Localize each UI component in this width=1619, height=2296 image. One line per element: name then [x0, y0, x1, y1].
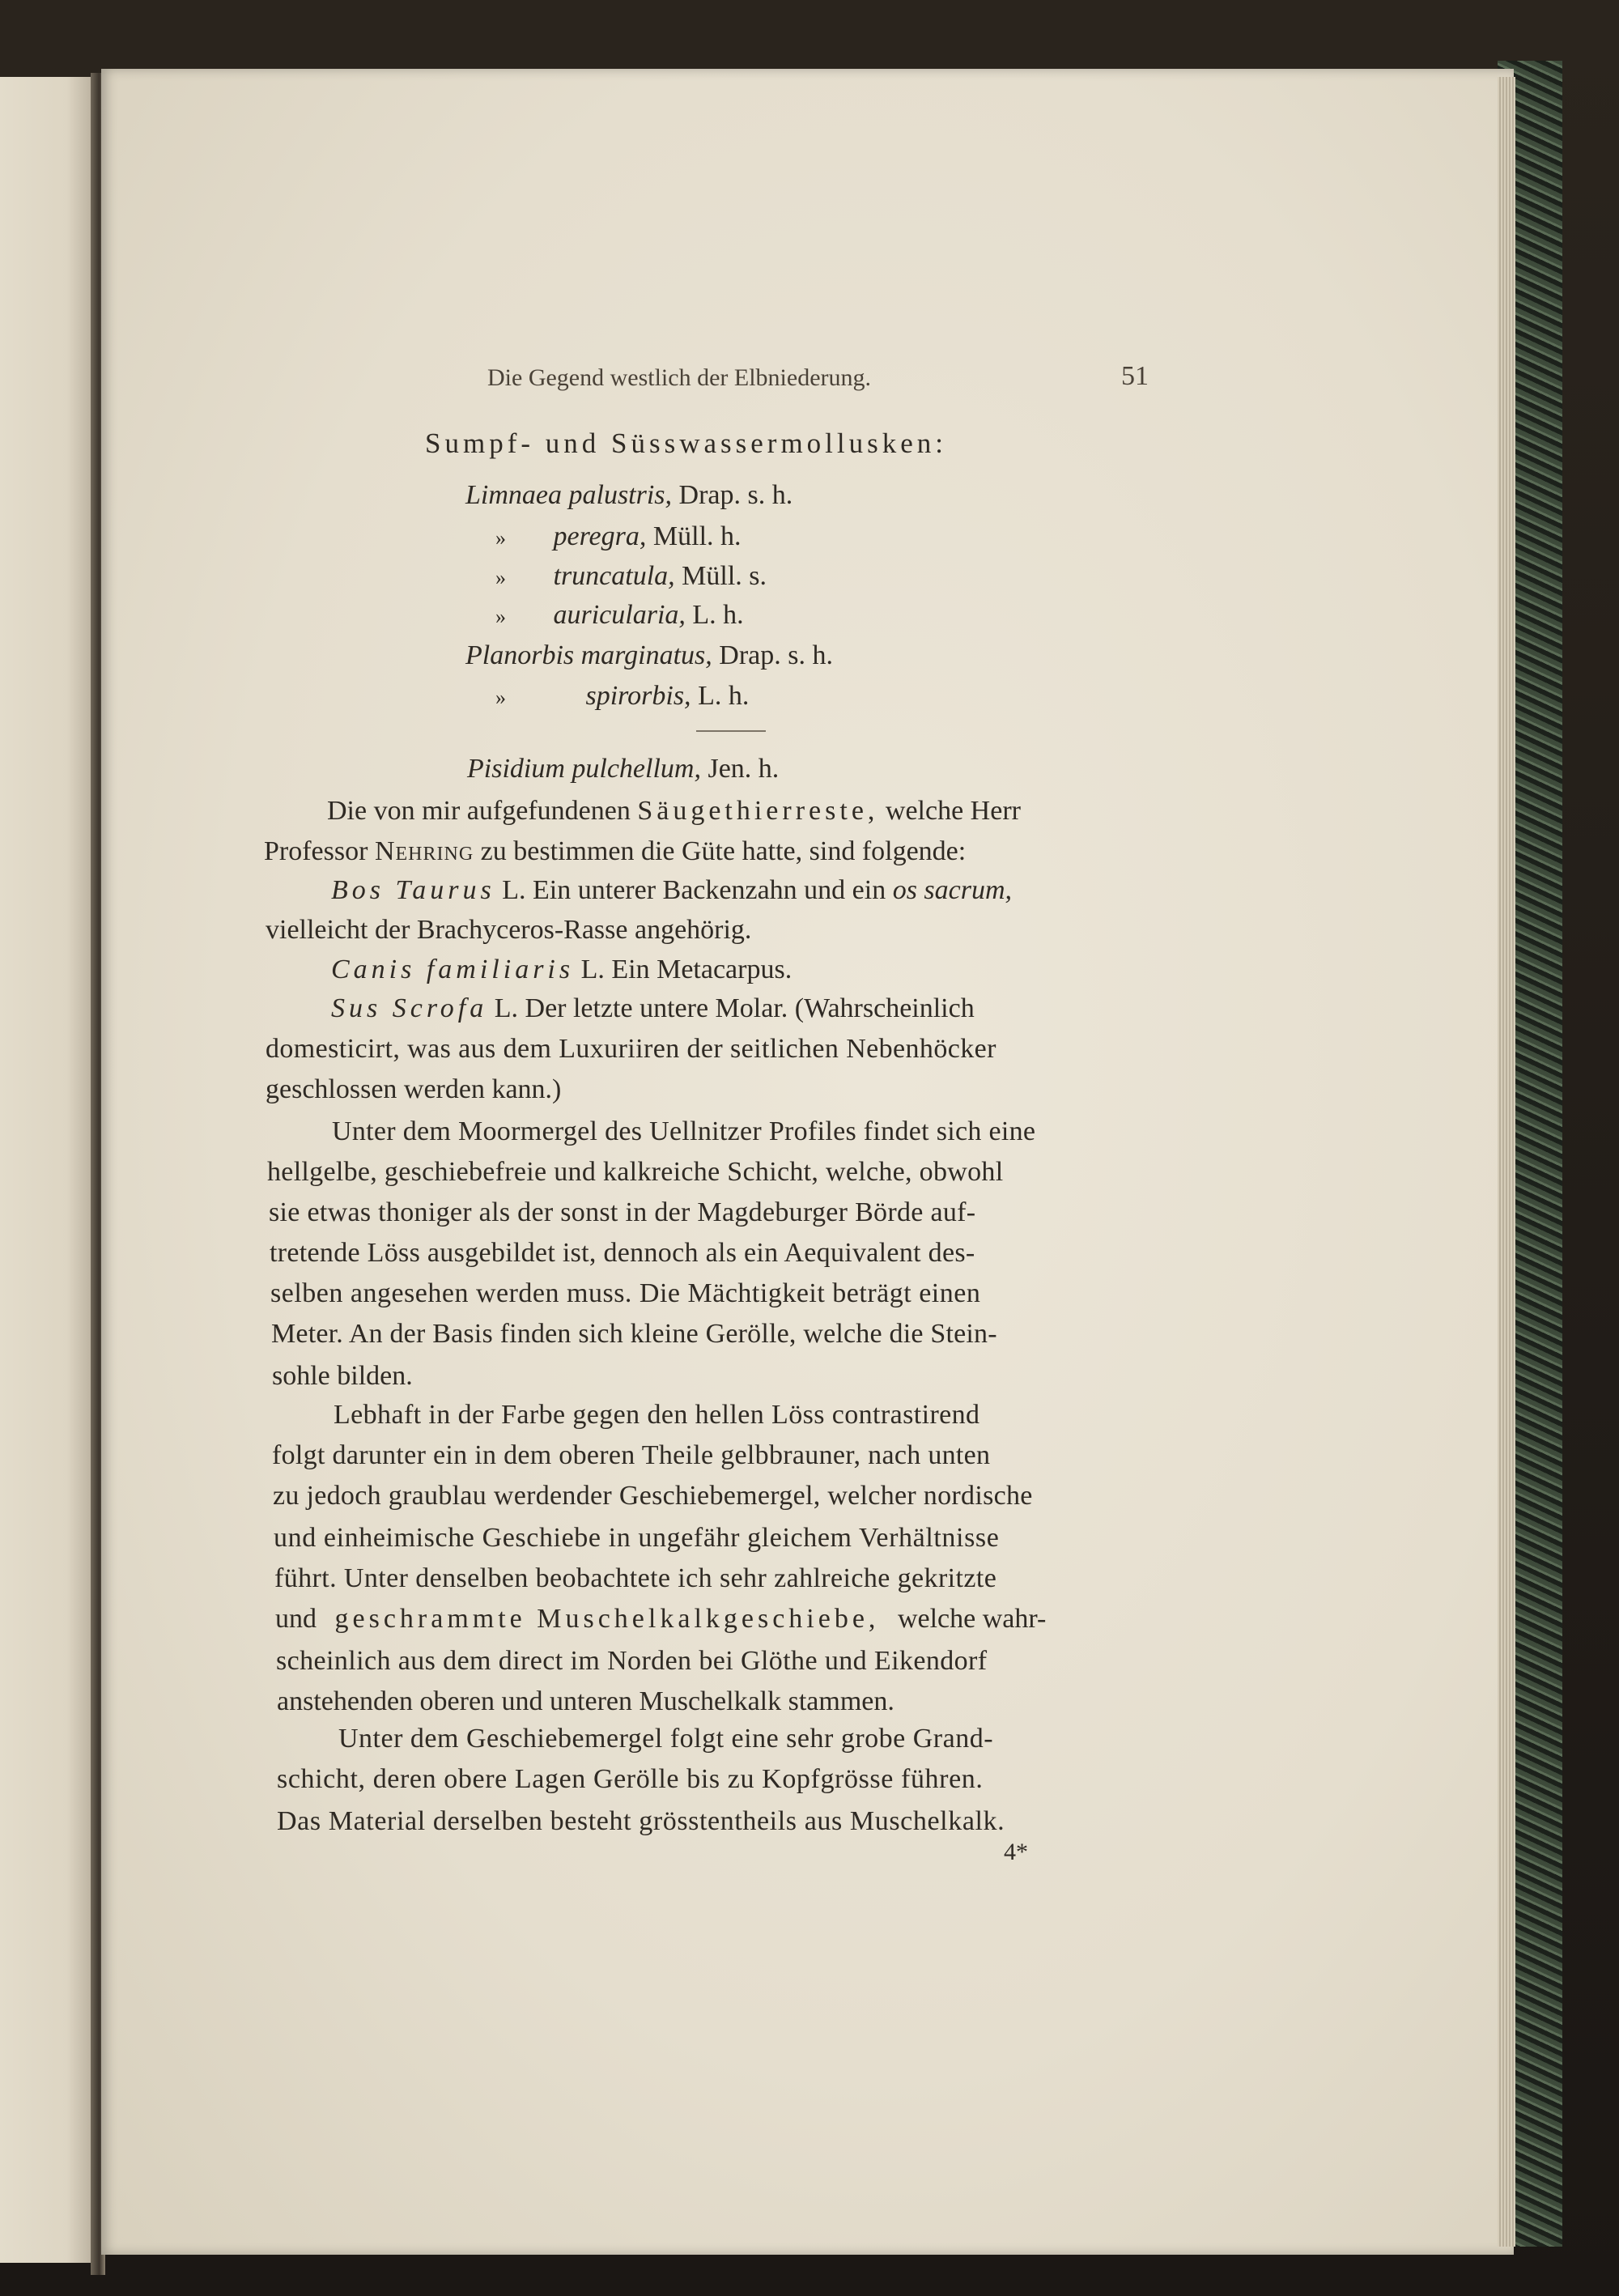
spaced-term: geschrammte Muschelkalkgeschiebe,: [334, 1604, 880, 1634]
spaced-term: Säugethierreste,: [637, 796, 879, 826]
genus: Limnaea: [465, 480, 562, 510]
person-name: Nehring: [374, 836, 474, 866]
species-entry: [495, 680, 749, 714]
species-entry: [465, 479, 793, 512]
taxon-name: Canis familiaris: [331, 955, 575, 984]
running-title: Die Gegend westlich der Elbniederung.: [487, 364, 872, 391]
text-span: zu bestimmen die Güte hatte, sind folgende:: [480, 836, 967, 866]
species: peregra,: [553, 521, 647, 551]
text-line: führt. Unter denselben beobachtete ich sehr zahlreiche gekritzte: [274, 1563, 997, 1593]
text-line: folgt darunter ein in dem oberen Theile gelbbrauner, nach unten: [272, 1440, 991, 1470]
text-span: L. Der letzte untere Molar. (Wahrscheinlich: [494, 993, 975, 1023]
text-line: Lebhaft in der Farbe gegen den hellen Löss contrastirend: [334, 1400, 980, 1430]
authority-abundance: Müll. s.: [682, 561, 767, 591]
authority-abundance: Müll. h.: [652, 521, 742, 551]
species-entry: [495, 560, 767, 594]
page-fore-edge: [1498, 77, 1515, 2247]
page-number: 51: [1121, 361, 1149, 391]
text-line: Unter dem Geschiebemergel folgt eine sehr grobe Grand-: [338, 1724, 994, 1754]
text-line: Unter dem Moormergel des Uellnitzer Profiles findet sich eine: [332, 1116, 1036, 1146]
text-line: [264, 835, 966, 868]
ditto-mark: »: [495, 686, 506, 709]
text-line: Das Material derselben besteht grösstentheils aus Muschelkalk.: [277, 1806, 1005, 1836]
facing-page-edge: [0, 77, 96, 2263]
text-line: scheinlich aus dem direct im Norden bei Glöthe und Eikendorf: [276, 1646, 988, 1676]
genus: Planorbis: [465, 640, 575, 670]
section-heading: Sumpf- und Süsswassermollusken:: [425, 427, 947, 459]
authority-abundance: L. h.: [698, 681, 750, 711]
text-span: L. Ein Metacarpus.: [580, 955, 793, 984]
text-line: selben angesehen werden muss. Die Mächtigkeit beträgt einen: [270, 1278, 981, 1308]
text-span: L. Ein unterer Backenzahn und ein: [502, 875, 886, 905]
text-line: [327, 795, 1021, 827]
term: os sacrum,: [892, 875, 1013, 905]
species-entry: [467, 753, 779, 785]
authority-abundance: Drap. s. h.: [678, 480, 793, 510]
text-line: [331, 993, 975, 1025]
text-span: Professor: [264, 836, 368, 866]
species: truncatula,: [553, 561, 675, 591]
text-line: schicht, deren obere Lagen Gerölle bis zu Kopfgrösse führen.: [277, 1764, 984, 1794]
text-line: vielleicht der Brachyceros-Rasse angehörig.: [266, 915, 752, 945]
text-line: sie etwas thoniger als der sonst in der Magdeburger Börde auf-: [269, 1197, 976, 1227]
signature-mark: 4*: [1004, 1839, 1028, 1865]
species-name: Pisidium pulchellum,: [467, 754, 701, 784]
text-line: geschlossen werden kann.): [266, 1074, 562, 1104]
text-span: und: [275, 1604, 317, 1634]
authority-abundance: Jen. h.: [708, 754, 780, 784]
text-line: [331, 874, 1012, 907]
text-line: [275, 1603, 1046, 1635]
authority-abundance: L. h.: [692, 600, 744, 630]
text-span: Die von mir aufgefundenen: [327, 796, 631, 826]
ditto-mark: »: [495, 526, 506, 550]
taxon-name: Bos Taurus: [331, 875, 495, 905]
text-span: welche Herr: [885, 796, 1021, 826]
text-line: [331, 954, 792, 986]
text-line: anstehenden oberen und unteren Muschelkalk stammen.: [277, 1686, 894, 1716]
species-entry: [495, 599, 744, 633]
text-line: zu jedoch graublau werdender Geschiebemergel, welcher nordische: [273, 1481, 1033, 1511]
taxon-name: Sus Scrofa: [331, 993, 488, 1023]
text-line: domesticirt, was aus dem Luxuriiren der seitlichen Nebenhöcker: [266, 1034, 996, 1064]
ditto-mark: »: [495, 566, 506, 589]
species: marginatus,: [580, 640, 712, 670]
species-entry: [495, 521, 742, 555]
text-line: tretende Löss ausgebildet ist, dennoch als ein Aequivalent des-: [270, 1238, 975, 1268]
text-line: und einheimische Geschiebe in ungefähr gleichem Verhältnisse: [274, 1523, 1000, 1553]
species: auricularia,: [553, 600, 686, 630]
ditto-mark: »: [495, 605, 506, 628]
species: palustris,: [568, 480, 673, 510]
text-line: Meter. An der Basis finden sich kleine Gerölle, welche die Stein-: [271, 1319, 997, 1349]
text-line: hellgelbe, geschiebefreie und kalkreiche Schicht, welche, obwohl: [267, 1157, 1004, 1187]
text-line: sohle bilden.: [272, 1361, 413, 1391]
text-span: welche wahr-: [897, 1604, 1047, 1634]
separator-rule: [696, 730, 766, 732]
species: spirorbis,: [585, 681, 691, 711]
species-entry: [465, 640, 833, 672]
authority-abundance: Drap. s. h.: [719, 640, 833, 670]
